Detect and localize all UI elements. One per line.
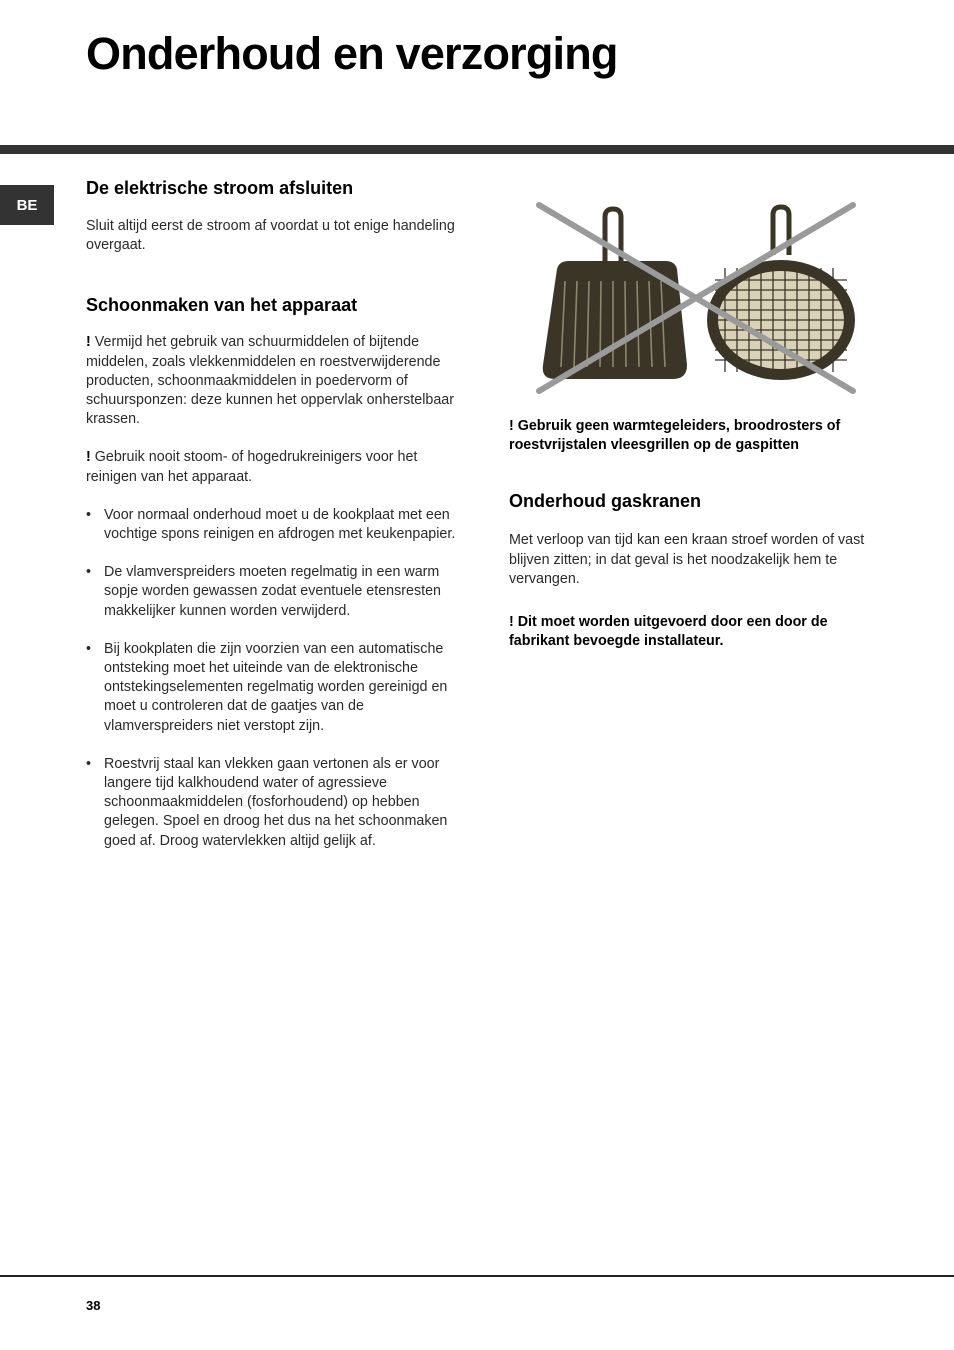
round-grill-icon — [707, 207, 855, 380]
page-title: Onderhoud en verzorging — [86, 28, 618, 79]
grill-prohibited-illustration — [509, 195, 869, 405]
header-rule — [0, 145, 954, 154]
list-item: • Voor normaal onderhoud moet u de kookplaat met een vochtige spons reinigen en afdrogen met keukenpapier. — [86, 506, 464, 544]
right-column — [509, 195, 891, 651]
cleaning-warning-1-text: Vermijd het gebruik van schuurmiddelen of bijtende middelen, zoals vlekkenmiddelen en roestverwijderende producten, schoonmaakmiddelen in poedervorm of schuursponzen: deze kunnen het oppervlak onherstelbaar krassen. — [86, 334, 454, 428]
section-heading-cleaning: Schoonmaken van het apparaat — [86, 295, 358, 316]
illustration-warning: ! Gebruik geen warmtegeleiders, broodrosters of roestvrijstalen vleesgrillen op de gaspitten — [509, 418, 841, 454]
language-tab: BE — [0, 185, 54, 225]
list-item: • Roestvrij staal kan vlekken gaan vertonen als er voor langere tijd kalkhoudend water of agressieve schoonmaakmiddelen (fosforhoudend) op hebben gelegen. Spoel en droog het dus na het schoonmaken goed af. Droog watervlekken altijd gelijk af. — [86, 755, 464, 851]
square-grill-icon — [543, 209, 687, 379]
section-heading-power: De elektrische stroom afsluiten — [86, 178, 354, 198]
footer-rule — [0, 1275, 954, 1277]
section-heading-taps: Onderhoud gaskranen — [509, 491, 702, 512]
cleaning-bullet-list — [86, 506, 464, 851]
power-text: Sluit altijd eerst de stroom af voordat u tot enige handeling overgaat. — [86, 218, 455, 254]
warning-mark: ! — [86, 334, 91, 351]
list-item: • De vlamverspreiders moeten regelmatig in een warm sopje worden gewassen zodat eventuele etensresten makkelijker kunnen worden verwijderd. — [86, 563, 464, 621]
left-column — [86, 176, 464, 851]
cleaning-warning-1 — [86, 333, 464, 429]
list-item: • Bij kookplaten die zijn voorzien van een automatische ontsteking moet het uiteinde van de elektronische ontstekingselementen regelmatig worden gereinigd en moet u controleren dat de gaatjes van de vlamverspreiders niet verstopt zijn. — [86, 640, 464, 736]
page-number: 38 — [86, 1298, 101, 1313]
cleaning-warning-2-text: Gebruik nooit stoom- of hogedrukreinigers voor het reinigen van het apparaat. — [86, 449, 418, 485]
warning-mark: ! — [86, 449, 91, 466]
taps-text: Met verloop van tijd kan een kraan stroef worden of vast blijven zitten; in dat geval is het noodzakelijk hem te vervangen. — [509, 532, 865, 587]
taps-warning: ! Dit moet worden uitgevoerd door een door de fabrikant bevoegde installateur. — [509, 614, 828, 650]
cleaning-warning-2 — [86, 448, 464, 486]
